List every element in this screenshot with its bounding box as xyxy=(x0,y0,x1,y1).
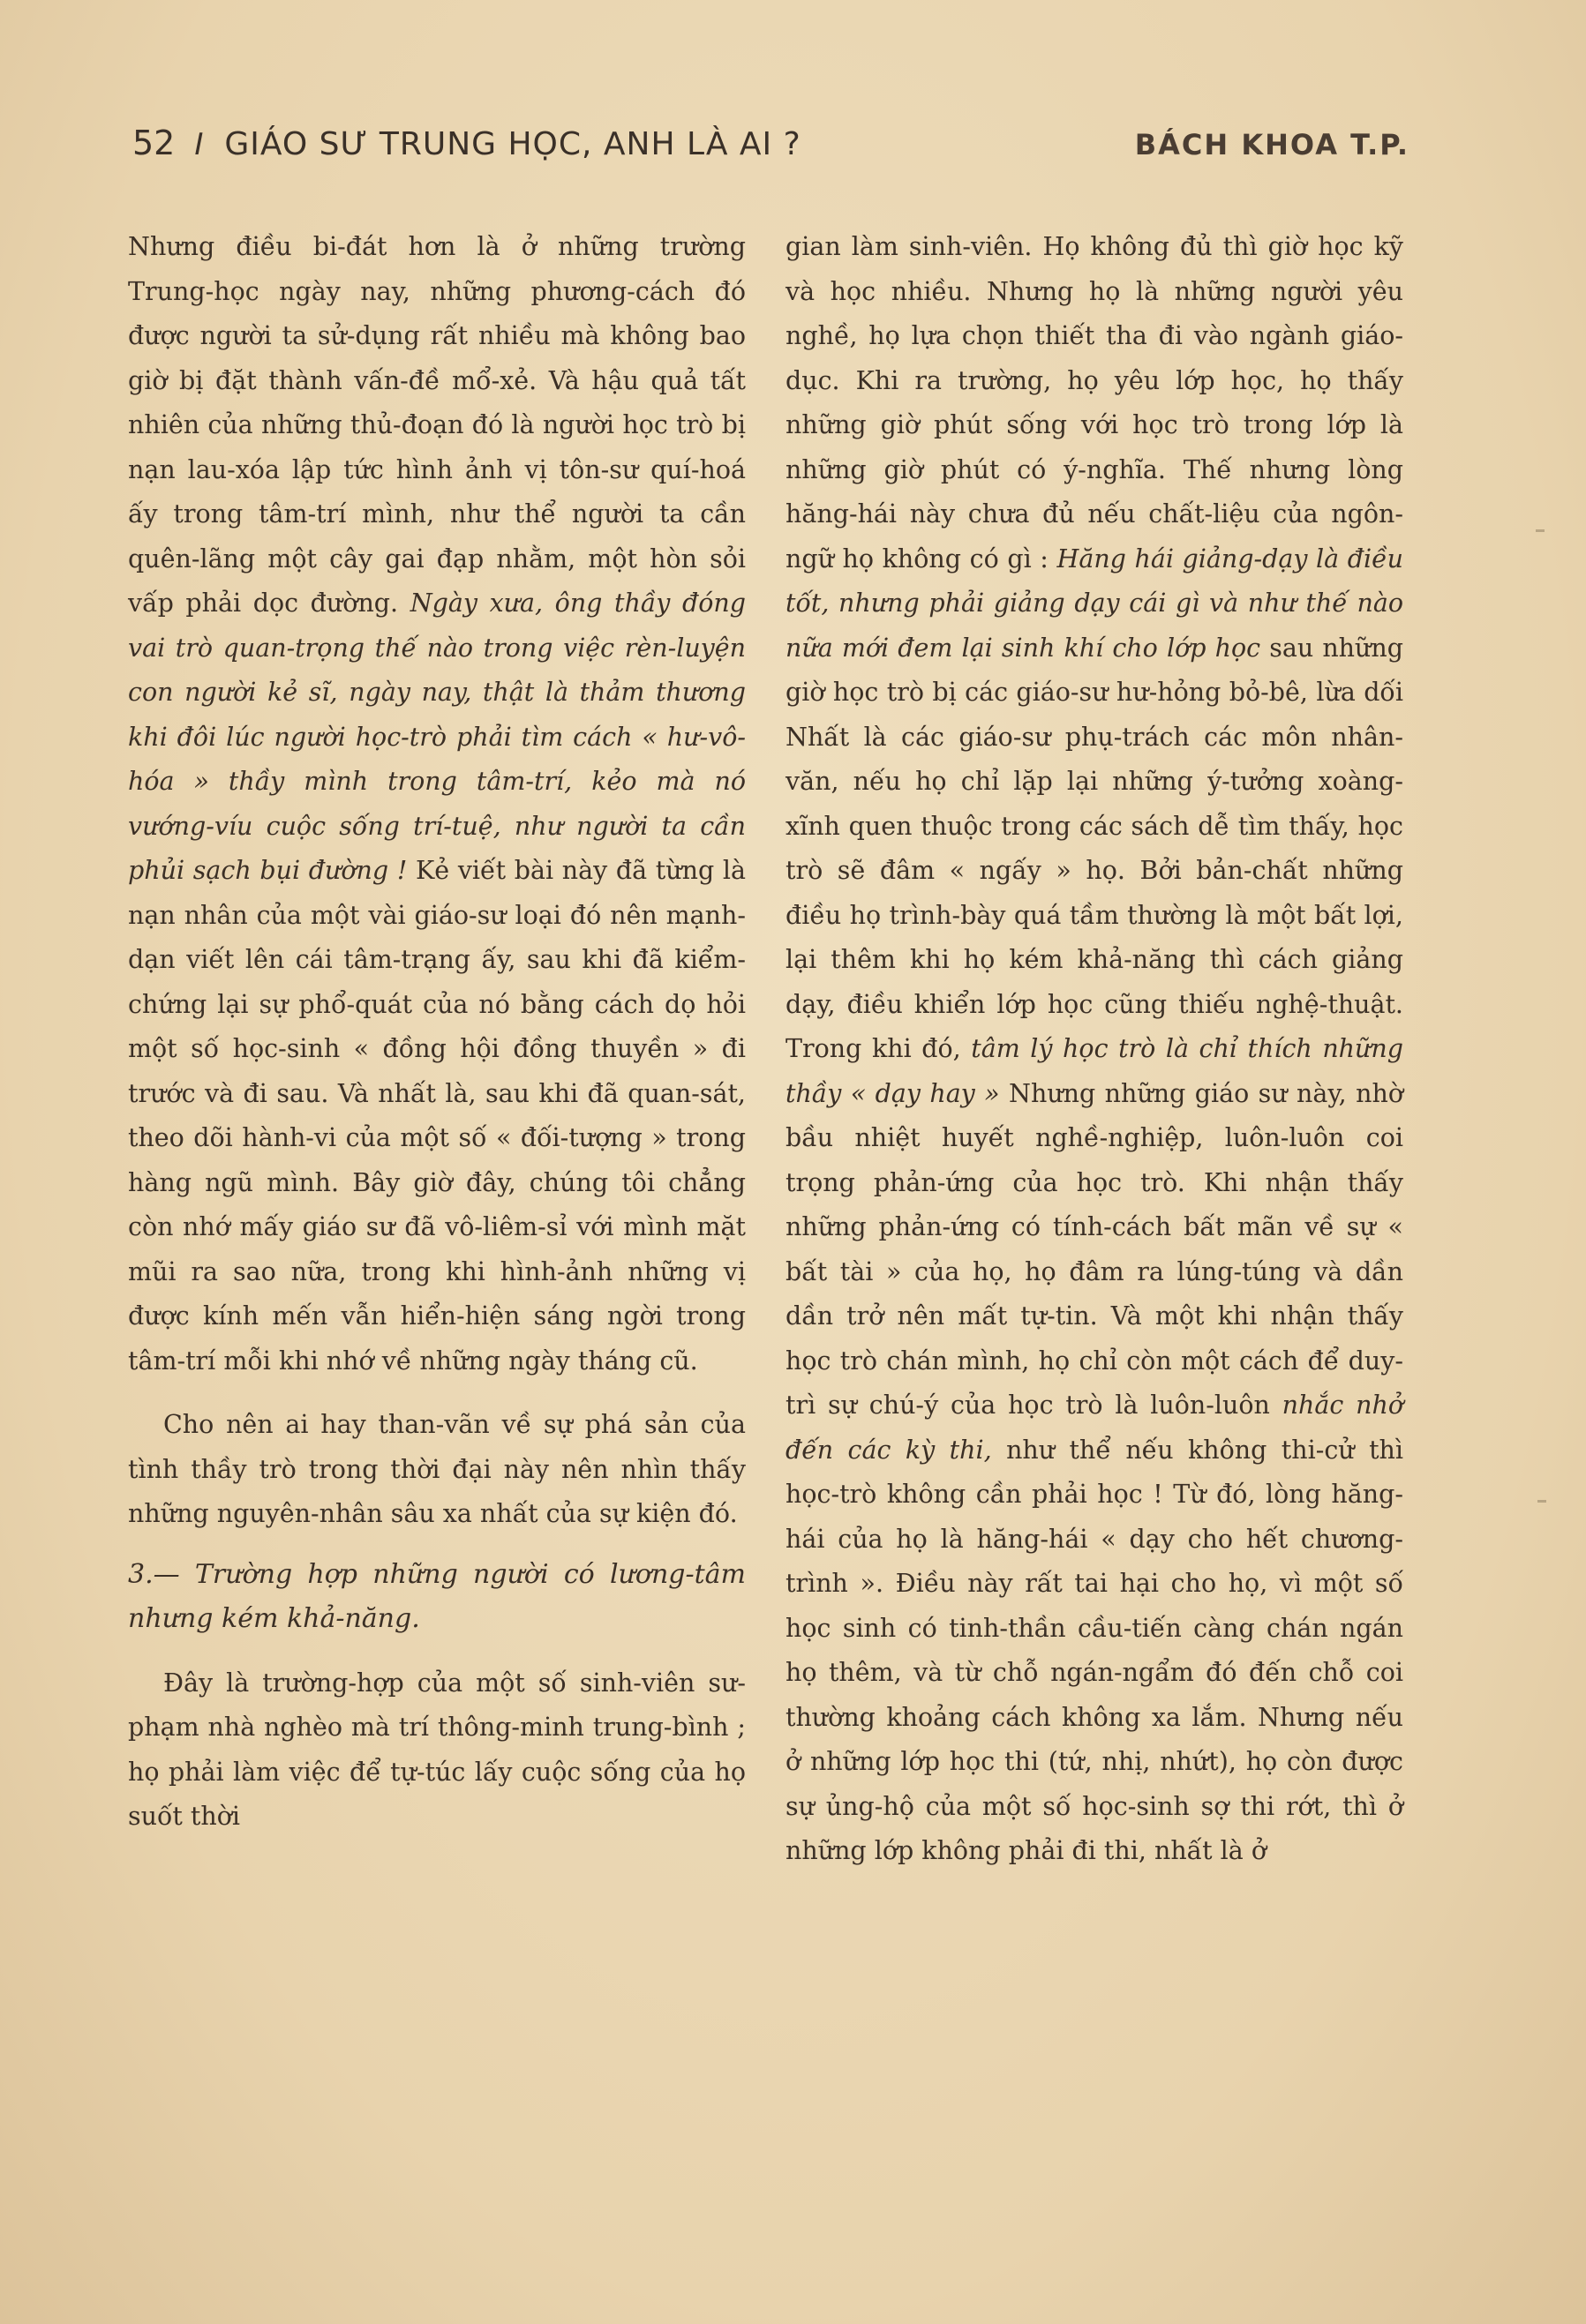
paragraph: Đây là trường-hợp của một số sinh-viên sư-phạm nhà nghèo mà trí thông-minh trung-bình ; họ phải làm việc để tự-túc lấy cuộc sống của họ suốt thời xyxy=(128,1668,746,1831)
italic-text-run: Hăng hái giảng-dạy là điều tốt, nhưng phải giảng dạy cái gì và như thế nào nữa mới đem lại sinh khí cho lớp học xyxy=(785,544,1403,663)
right-column xyxy=(785,225,1403,1874)
left-column xyxy=(128,225,746,1840)
section-heading: 3.— Trường hợp những người có lương-tâm nhưng kém khả-năng. xyxy=(128,1558,746,1634)
paragraph: Cho nên ai hay than-vãn về sự phá sản của tình thầy trò trong thời đại này nên nhìn thấy những nguyên-nhân sâu xa nhất của sự kiện đó. xyxy=(128,1410,746,1528)
page-number: 52 xyxy=(132,124,176,162)
header-separator: I xyxy=(194,127,204,162)
paragraph xyxy=(785,225,1403,1874)
italic-text-run: nhắc nhở đến các kỳ thi, xyxy=(785,1391,1403,1465)
margin-speck xyxy=(1537,1500,1546,1503)
text-run: gian làm sinh-viên. Họ không đủ thì giờ học kỹ và học nhiều. Nhưng họ là những người yêu nghề, họ lựa chọn thiết tha đi vào ngành giáo-dục. Khi ra trường, họ yêu lớp học, họ thấy những giờ phút sống với học trò trong lớp là những giờ phút có ý-nghĩa. Thế nhưng lòng hăng-hái này chưa đủ nếu chất-liệu của ngôn-ngữ họ không có gì : xyxy=(785,232,1403,574)
italic-text-run: Ngày xưa, ông thầy đóng vai trò quan-trọng thế nào trong việc rèn-luyện con người kẻ sĩ, ngày nay, thật là thảm thương khi đôi lúc người học-trò phải tìm cách « hư-vô-hóa » thầy mình trong tâm-trí, kẻo mà nó vướng-víu cuộc sống trí-tuệ, như người ta cần phủi sạch bụi đường ! xyxy=(128,588,746,885)
text-run: Nhưng những giáo sư này, nhờ bầu nhiệt huyết nghề-nghiệp, luôn-luôn coi trọng phản-ứng của học trò. Khi nhận thấy những phản-ứng có tính-cách bất mãn về sự « bất tài » của họ, họ đâm ra lúng-túng và dần dần trở nên mất tự-tin. Và một khi nhận thấy học trò chán mình, họ chỉ còn một cách để duy-trì sự chú-ý của học trò là luôn-luôn xyxy=(785,1078,1403,1420)
text-run: như thể nếu không thi-cử thì học-trò không cần phải học ! Từ đó, lòng hăng-hái của họ là hăng-hái « dạy cho hết chương-trình ». Điều này rất tai hại cho họ, vì một số học sinh có tinh-thần cầu-tiến càng chán ngán họ thêm, và từ chỗ ngán-ngẩm đó đến chỗ coi thường khoảng cách không xa lắm. Nhưng nếu ở những lớp học thi (tứ, nhị, nhứt), họ còn được sự ủng-hộ của một số học-sinh sợ thi rớt, thì ở những lớp không phải đi thi, nhất là ở xyxy=(785,1435,1403,1865)
margin-speck xyxy=(1536,529,1545,532)
text-run: Kẻ viết bài này đã từng là nạn nhân của một vài giáo-sư loại đó nên mạnh-dạn viết lên cái tâm-trạng ấy, sau khi đã kiểm-chứng lại sự phổ-quát của nó bằng cách dọ hỏi một số học-sinh « đồng hội đồng thuyền » đi trước và đi sau. Và nhất là, sau khi đã quan-sát, theo dõi hành-vi của một số « đối-tượng » trong hàng ngũ mình. Bây giờ đây, chúng tôi chẳng còn nhớ mấy giáo sư đã vô-liêm-sỉ với mình mặt mũi ra sao nữa, trong khi hình-ảnh những vị được kính mến vẫn hiển-hiện sáng ngời trong tâm-trí mỗi khi nhớ về những ngày tháng cũ. xyxy=(128,856,746,1376)
journal-name: BÁCH KHOA T.P. xyxy=(1134,128,1409,161)
text-run: sau những giờ học trò bị các giáo-sư hư-hỏng bỏ-bê, lừa dối Nhất là các giáo-sư phụ-trách các môn nhân-văn, nếu họ chỉ lặp lại những ý-tưởng xoàng-xĩnh quen thuộc trong các sách dễ tìm thấy, học trò sẽ đâm « ngấy » họ. Bởi bản-chất những điều họ trình-bày quá tầm thường là một bất lợi, lại thêm khi họ kém khả-năng thì cách giảng dạy, điều khiển lớp học cũng thiếu nghệ-thuật. Trong khi đó, xyxy=(785,633,1403,1063)
italic-text-run: tâm lý học trò là chỉ thích những thầy « dạy hay » xyxy=(785,1034,1403,1108)
paragraph xyxy=(128,225,746,1383)
text-run: Nhưng điều bi-đát hơn là ở những trường Trung-học ngày nay, những phương-cách đó được người ta sử-dụng rất nhiều mà không bao giờ bị đặt thành vấn-đề mổ-xẻ. Và hậu quả tất nhiên của những thủ-đoạn đó là người học trò bị nạn lau-xóa lập tức hình ảnh vị tôn-sư quí-hoá ấy trong tâm-trí mình, như thể người ta cần quên-lãng một cây gai đạp nhằm, một hòn sỏi vấp phải dọc đường. xyxy=(128,232,746,618)
page-header xyxy=(132,124,1409,176)
running-title: GIÁO SƯ TRUNG HỌC, ANH LÀ AI ? xyxy=(224,126,801,162)
